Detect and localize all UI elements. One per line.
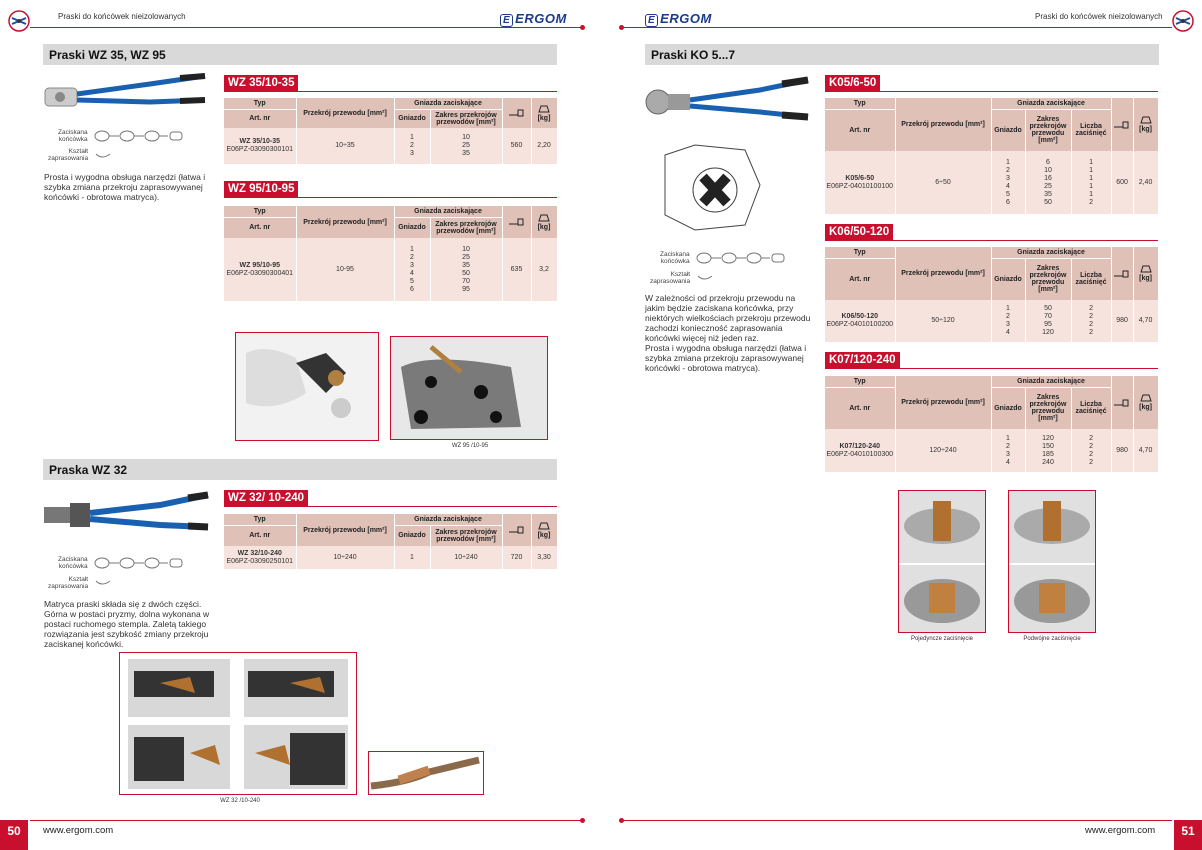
crimping-tool-image [40, 72, 210, 124]
crimping-tool-ko-image [640, 72, 815, 124]
crimped-label: Zaciskana końcówka [58, 129, 88, 143]
length-icon [1113, 119, 1131, 129]
footer-url-left[interactable]: www.ergom.com [43, 825, 114, 836]
caption-double: Podwójne zaciśnięcie [1023, 636, 1081, 642]
page-number-right: 51 [1174, 820, 1202, 850]
table-cell-value: 2 [1006, 442, 1010, 450]
table-cell-value: 50 [1044, 198, 1052, 206]
wz95-detail-photo-1 [235, 332, 379, 441]
table-cell-value: 35 [462, 150, 470, 157]
table-cell-value: 4 [1006, 458, 1010, 466]
table-title-wz32: WZ 32/ 10-240 [224, 490, 308, 507]
table-cell-value: 1 [1089, 158, 1093, 166]
page-number-left: 50 [0, 820, 28, 850]
spec-table-wz32: Typ Przekrój przewodu [mm²] Gniazda zaciskające [kg] Art. nr Gniazdo Zakres przekrojów przewodów [mm²] WZ 32/10-240 E06PZ-03090250101 10÷240 1 10÷240 720 3,30 [224, 514, 558, 569]
section-title-ko: Praski KO 5...7 [645, 44, 1159, 65]
table-cell-value: 50 [1044, 305, 1052, 312]
shape-label: Kształt zaprasowania [48, 576, 89, 590]
table-cell-value: 10 [462, 134, 470, 141]
table-cell-value: 16 [1044, 174, 1052, 182]
tool-icon [1172, 10, 1194, 32]
double-crimp-photo [1008, 490, 1096, 633]
table-cell-value: 1 [410, 245, 414, 253]
weight-icon [537, 214, 551, 222]
length-icon [508, 216, 526, 226]
table-cell-value: 2 [1089, 321, 1093, 328]
table-cell-value: 2 [1089, 450, 1093, 458]
table-cell-value: 95 [1044, 321, 1052, 328]
table-cell-value: 2 [1089, 313, 1093, 320]
terminal-icon [694, 250, 794, 284]
brand-logo-right: E ERGOM [645, 11, 712, 27]
tool-icon [8, 10, 30, 32]
length-icon [508, 524, 526, 534]
footer-url-right[interactable]: www.ergom.com [1085, 825, 1156, 836]
rotating-die-drawing [655, 125, 770, 245]
table-cell-value: 2 [1006, 166, 1010, 174]
table-cell-value: 2 [1006, 313, 1010, 320]
spec-table-wz95: Typ Przekrój przewodu [mm²] Gniazda zaciskające [kg] Art. nr Gniazdo Zakres przekrojów przewodów [mm²] WZ 95/10-95 E06PZ-03090300401 10-95 1 2 3 4 5 6 10 25 35 50 70 95 635 3,2 [224, 206, 558, 301]
table-cell-value: 6 [1006, 198, 1010, 206]
wz95-detail-photo-2 [390, 336, 548, 440]
table-cell-value: 2 [410, 142, 414, 149]
caption-wz32: WZ 32 /10-240 [220, 798, 260, 804]
spec-table-k06: Typ Przekrój przewodu [mm²] Gniazda zaciskające [kg] Art. nr Gniazdo Zakres przekrojów przewodu [mm²] Liczba zaciśnięć K06/50-120 E06PZ-04010100200 50÷120 1 2 3 4 50 70 95 120 2 2 2 2 980 4,70 [825, 247, 1159, 342]
shape-label: Kształt zaprasowania [48, 148, 89, 162]
spec-table-k05: Typ Przekrój przewodu [mm²] Gniazda zaciskające [kg] Art. nr Gniazdo Zakres przekrojów przewodu [mm²] Liczba zaciśnięć K05/6-50 E06PZ-04010100100 6÷50 1 2 3 4 5 6 6 10 16 25 35 50 1 1 1 1 1 2 600 2,40 [825, 98, 1159, 214]
table-cell-value: 240 [1042, 458, 1054, 466]
table-cell-value: 2 [1089, 329, 1093, 336]
table-cell-value: 50 [462, 269, 470, 277]
table-cell-value: 150 [1042, 442, 1054, 450]
table-cell-value: 25 [462, 253, 470, 261]
table-cell-value: 4 [1006, 329, 1010, 336]
table-cell-value: 1 [1006, 158, 1010, 166]
single-crimp-photo [898, 490, 986, 633]
table-title-k05: K05/6-50 [825, 75, 880, 92]
terminal-icon [92, 555, 192, 589]
table-cell-value: 3 [1006, 174, 1010, 182]
table-cell-value: 6 [1046, 158, 1050, 166]
weight-icon [1139, 394, 1153, 402]
caption-single: Pojedyncze zaciśnięcie [910, 636, 974, 642]
table-cell-value: 2 [1089, 305, 1093, 312]
wz32-detail-photos [119, 652, 357, 795]
weight-icon [537, 105, 551, 113]
table-cell-value: 3 [1006, 450, 1010, 458]
section-title-wz35-95: Praski WZ 35, WZ 95 [43, 44, 557, 65]
table-cell-value: 35 [462, 261, 470, 269]
table-cell-value: 2 [1089, 198, 1093, 206]
description-wz35: Prosta i wygodna obsługa narzędzi (łatwa i szybka zmiana przekroju zaprasowywanej końcówki - obrotowa matryca). [44, 172, 206, 202]
table-cell-value: 1 [410, 553, 414, 561]
weight-icon [537, 522, 551, 530]
table-cell-value: 70 [462, 277, 470, 285]
table-title-k07: K07/120-240 [825, 352, 900, 369]
section-title-wz32: Praska WZ 32 [43, 459, 557, 480]
crimped-terminal-photo [368, 751, 484, 795]
table-cell-value: 5 [410, 277, 414, 285]
header-title-left: Praski do końcówek nieizolowanych [58, 12, 186, 21]
crimped-label: Zaciskana końcówka [58, 556, 88, 570]
shape-label: Kształt zaprasowania [650, 271, 691, 285]
table-cell-value: 2 [1089, 442, 1093, 450]
table-cell-value: 2 [1089, 458, 1093, 466]
table-cell-value: 1 [1006, 305, 1010, 312]
table-cell-value: 4 [1006, 182, 1010, 190]
table-cell-value: 120 [1042, 434, 1054, 442]
table-cell-value: 6 [410, 285, 414, 293]
length-icon [1113, 268, 1131, 278]
table-cell-value: 1 [410, 134, 414, 141]
caption-wz95: WZ 95 /10-95 [451, 443, 489, 449]
length-icon [1113, 397, 1131, 407]
table-cell-value: 1 [1089, 190, 1093, 198]
spec-table-k07: Typ Przekrój przewodu [mm²] Gniazda zaciskające [kg] Art. nr Gniazdo Zakres przekrojów przewodu [mm²] Liczba zaciśnięć K07/120-240 E06PZ-04010100300 120÷240 1 2 3 4 120 150 185 240 2 2 2 2 980 4,70 [825, 376, 1159, 472]
description-wz32: Matryca praski składa się z dwóch części. Górna w postaci pryzmy, dolna wykonana w postaci ruchomego stempla. Zaletą takiego rozwiązania jest szybkość zmiany przekroju zaciskanej końcówki. [44, 599, 210, 649]
description-ko: W zależności od przekroju przewodu na jakim będzie zaciskana końcówka, przy niektórych wielkościach przekroju przewodu zachodzi konieczność zaprasowania końcówki więcej niż jeden raz. Prosta i wygodna obsługa narzędzi (łatwa i szybka zmiana przekroju zaprasowywanej końcówki - obrotowa matryca). [645, 293, 811, 373]
table-cell-value: 4 [410, 269, 414, 277]
table-cell-value: 2 [410, 253, 414, 261]
table-cell-value: 1 [1089, 182, 1093, 190]
crimping-tool-wz32-image [40, 485, 215, 540]
table-cell-value: 25 [462, 142, 470, 149]
table-cell-value: 3 [410, 261, 414, 269]
weight-icon [1139, 265, 1153, 273]
table-cell-value: 10 [1044, 166, 1052, 174]
table-cell-value: 25 [1044, 182, 1052, 190]
table-title-wz35: WZ 35/10-35 [224, 75, 298, 92]
table-cell-value: 3 [410, 150, 414, 157]
table-cell-value: 1 [1089, 166, 1093, 174]
crimped-label: Zaciskana końcówka [660, 251, 690, 265]
table-cell-value: 95 [462, 285, 470, 293]
table-cell-value: 10 [462, 245, 470, 253]
table-cell-value: 1 [1006, 434, 1010, 442]
length-icon [508, 107, 526, 117]
header-title-right: Praski do końcówek nieizolowanych [1035, 12, 1163, 21]
weight-icon [1139, 116, 1153, 124]
table-cell-value: 2 [1089, 434, 1093, 442]
table-title-k06: K06/50-120 [825, 224, 893, 241]
table-title-wz95: WZ 95/10-95 [224, 181, 298, 198]
table-cell-value: 10÷240 [454, 553, 478, 561]
brand-logo-left: E ERGOM [500, 11, 567, 27]
table-cell-value: 1 [1089, 174, 1093, 182]
table-cell-value: 70 [1044, 313, 1052, 320]
table-cell-value: 35 [1044, 190, 1052, 198]
spec-table-wz35: Typ Przekrój przewodu [mm²] Gniazda zaciskające [kg] Art. nr Gniazdo Zakres przekrojów przewodów [mm²] WZ 35/10-35 E06PZ-03090300101 10÷35 1 2 3 10 25 35 560 2,20 [224, 98, 558, 164]
table-cell-value: 185 [1042, 450, 1054, 458]
terminal-icon [92, 128, 192, 162]
table-cell-value: 5 [1006, 190, 1010, 198]
table-cell-value: 3 [1006, 321, 1010, 328]
table-cell-value: 120 [1042, 329, 1054, 336]
